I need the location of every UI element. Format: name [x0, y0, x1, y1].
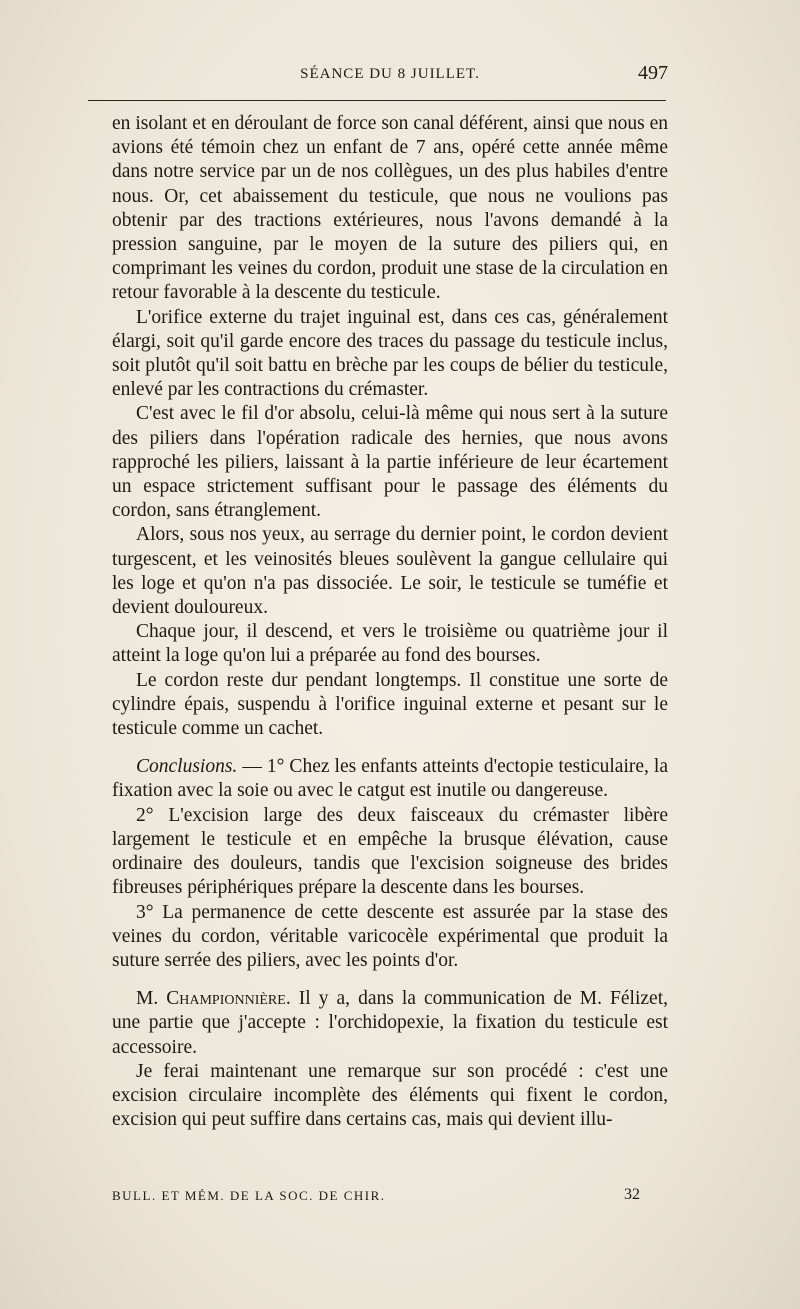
page-footer	[112, 1186, 668, 1208]
speaker-text: Il y a, dans la communication de M. Félizet, une partie que j'accepte : l'orchidopexie, la fixation du testicule est accessoire.	[112, 988, 668, 1058]
running-title: SÉANCE DU 8 JUILLET.	[300, 66, 480, 82]
speaker-paragraph	[112, 987, 668, 1060]
running-head	[112, 62, 668, 88]
paragraph: Je ferai maintenant une remarque sur son procédé : c'est une excision circulaire incomplète des éléments qui fixent le cordon, excision qui peut suffire dans certains cas, mais qui devient illu-	[112, 1060, 668, 1131]
paragraph: C'est avec le fil d'or absolu, celui-là même qui nous sert à la suture des piliers dans l'opération radicale des hernies, que nous avons rapproché les piliers, laissant à la partie inférieure de leur écartement un espace strictement suffisant pour le passage des éléments du cordon, sans étranglement.	[112, 403, 668, 522]
paragraph: Chaque jour, il descend, et vers le troisième ou quatrième jour il atteint la loge qu'on lui a préparée au fond des bourses.	[112, 621, 668, 667]
paragraph: L'orifice externe du trajet inguinal est, dans ces cas, généralement élargi, soit qu'il garde encore des traces du passage du testicule inclus, soit plutôt qu'il soit battu en brèche par les coups de bélier du testicule, enlevé par les contractions du crémaster.	[112, 306, 668, 401]
paragraph: Alors, sous nos yeux, au serrage du dernier point, le cordon devient turgescent, et les veinosités bleues soulèvent la gangue cellulaire qui les loge et qu'on n'a pas dissociée. Le soir, le testicule se tuméfie et devient douloureux.	[112, 524, 668, 619]
speaker-name: M. Championnière.	[136, 988, 291, 1010]
conclusions-text: — 1° Chez les enfants atteints d'ectopie testiculaire, la fixation avec la soie ou avec le catgut est inutile ou dangereuse.	[112, 756, 668, 802]
signature-number: 32	[624, 1186, 640, 1203]
conclusions-label: Conclusions.	[136, 756, 238, 778]
paragraph: Le cordon reste dur pendant longtemps. Il constitue une sorte de cylindre épais, suspendu à l'orifice inguinal externe et pesant sur le testicule comme un cachet.	[112, 669, 668, 740]
paragraph: en isolant et en déroulant de force son canal déférent, ainsi que nous en avions été témoin chez un enfant de 7 ans, opéré cette année même dans notre service par un de nos collègues, un des plus habiles d'entre nous. Or, cet abaissement du testicule, que nous ne voulions pas obtenir par des tractions extérieures, nous l'avons demandé à la pression sanguine, par le moyen de la suture des piliers qui, en comprimant les veines du cordon, produit une stase de la circulation en retour favorable à la descente du testicule.	[112, 113, 668, 304]
page-number: 497	[638, 62, 668, 84]
paragraph: 2° L'excision large des deux faisceaux du crémaster libère largement le testicule et en empêche la brusque élévation, cause ordinaire des douleurs, tandis que l'excision soigneuse des brides fibreuses périphériques prépare la descente dans les bourses.	[112, 804, 668, 899]
footer-signature: BULL. ET MÉM. DE LA SOC. DE CHIR.	[112, 1188, 386, 1203]
conclusions-paragraph	[112, 755, 668, 803]
body-text	[112, 112, 668, 1132]
header-rule	[88, 100, 666, 101]
paragraph: 3° La permanence de cette descente est assurée par la stase des veines du cordon, véritable varicocèle expérimental que produit la suture serrée des piliers, avec les points d'or.	[112, 901, 668, 971]
